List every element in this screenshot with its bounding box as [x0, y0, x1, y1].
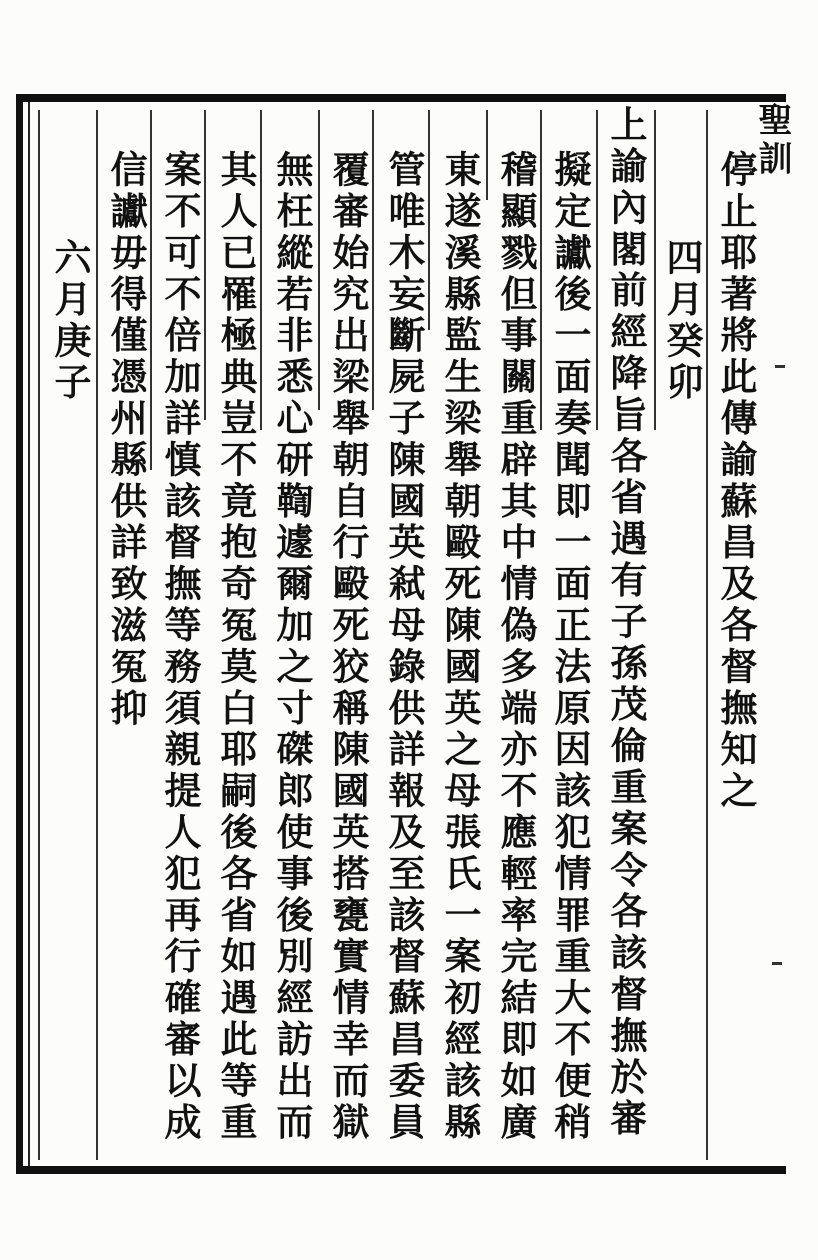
column-rule — [260, 110, 262, 430]
column-date: 四月癸卯 — [660, 238, 704, 404]
column-rule — [204, 110, 206, 420]
column-text: 信讞毋得僅憑州縣供詳致滋冤抑 — [104, 150, 148, 730]
column-text: 覆審始究出梁舉朝自行毆死狡稱陳國英搭甕實情幸而獄 — [326, 150, 370, 1144]
column-rule — [706, 110, 708, 1160]
column-text: 上諭內閣前經降旨各省遇有子孫茂倫重案令各該督撫於審 — [604, 105, 648, 1140]
column-text: 東遂溪縣監生梁舉朝毆死陳國英之母張氏一案初經該縣 — [438, 150, 482, 1144]
column-text: 其人已罹極典豈不竟抱奇冤莫白耶嗣後各省如遇此等重 — [214, 150, 258, 1144]
frame-left-inner-border — [28, 102, 30, 1166]
column-rule — [654, 110, 656, 430]
column-rule — [486, 110, 488, 200]
column-rule — [428, 110, 430, 330]
column-rule — [96, 110, 98, 1160]
column-text: 無枉縱若非悉心研鞫遽爾加之寸磔郎使事後別經訪出而 — [270, 150, 314, 1144]
column-text: 案不可不倍加詳慎該督撫等務須親提人犯再行確審以成 — [158, 150, 202, 1144]
frame-bottom-border — [16, 1166, 786, 1174]
column-rule — [372, 110, 374, 410]
column-rule — [596, 110, 598, 430]
column-rule — [38, 110, 40, 1160]
column-rule — [540, 110, 542, 430]
frame-left-border — [16, 94, 23, 1174]
margin-mark — [772, 962, 782, 965]
column-date: 六月庚子 — [48, 238, 92, 404]
column-text: 管唯木妄斷屍子陳國英弒母錄供詳報及至該督蘇昌委員 — [382, 150, 426, 1144]
column-rule — [318, 110, 320, 410]
running-head: 聖訓 — [752, 102, 792, 179]
column-title: 停止耶著將此傳諭蘇昌及各督撫知之 — [714, 150, 758, 813]
column-rule — [150, 110, 152, 470]
margin-mark — [775, 365, 785, 368]
column-text: 稽顯戮但事關重辟其中情偽多端亦不應輕率完結即如廣 — [494, 150, 538, 1144]
frame-top-border — [16, 94, 786, 102]
column-text: 擬定讞後一面奏聞即一面正法原因該犯情罪重大不便稍 — [548, 150, 592, 1144]
